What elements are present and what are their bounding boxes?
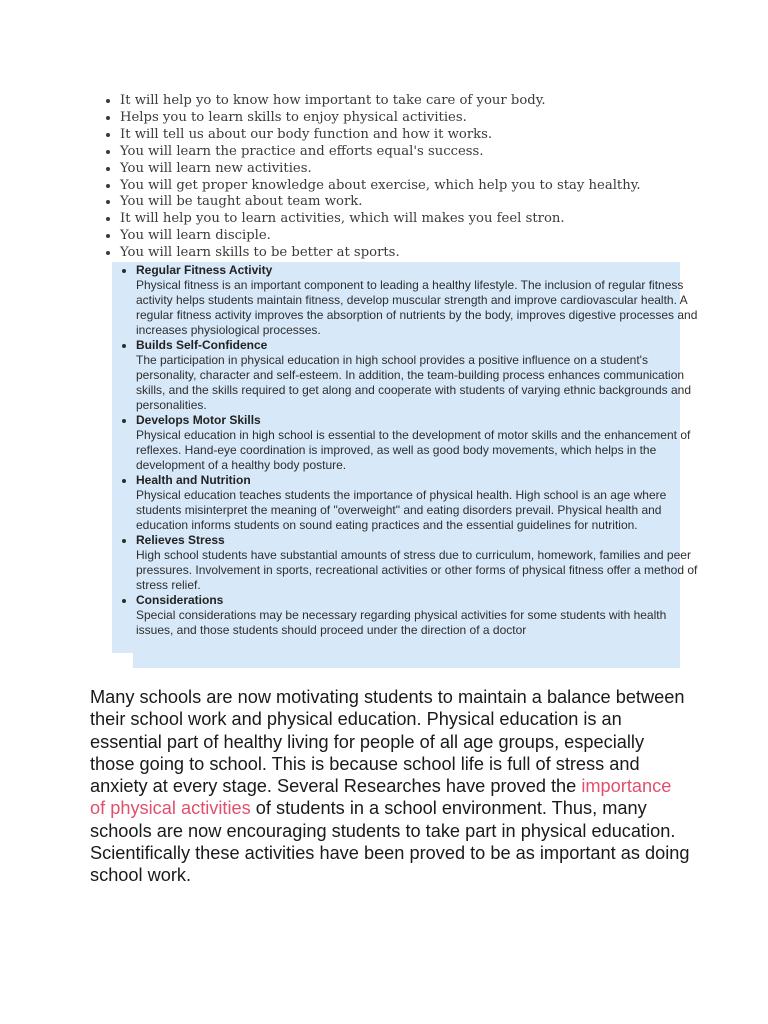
feature-title: • Relieves Stress [136, 533, 225, 547]
feature-description: High school students have substantial amounts of stress due to curriculum, homework, families and peer pressures. Involvement in sports, recreational activities or other forms of physical fitness offer a method of stress relief. [136, 548, 698, 592]
feature-title: • Builds Self-Confidence [136, 338, 268, 352]
list-item: • You will be taught about team work. [120, 194, 740, 211]
feature-title: • Considerations [136, 593, 224, 607]
feature-description: Physical education in high school is essential to the development of motor skills and the enhancement of reflexes. Hand-eye coordination is improved, as well as good body movements, which helps in the development of a healthy body posture. [136, 428, 691, 472]
list-item: • You will learn disciple. [120, 228, 740, 245]
feature-description: The participation in physical education in high school provides a positive influence on a student's personality, character and self-esteem. In addition, the team-building process enhances communication skills, and the skills required to get along and cooperate with students of varying ethnic backgrounds and personalities. [136, 353, 691, 412]
list-item: • It will help yo to know how important to take care of your body. [120, 93, 740, 110]
feature-item [136, 263, 702, 338]
feature-item [136, 533, 702, 593]
feature-description: Special considerations may be necessary regarding physical activities for some students with health issues, and those students should proceed under the direction of a doctor [136, 608, 667, 637]
list-item: • You will get proper knowledge about exercise, which help you to stay healthy. [120, 178, 740, 195]
features-list [113, 263, 702, 638]
feature-description: Physical fitness is an important component to leading a healthy lifestyle. The inclusion of regular fitness activity helps students maintain fitness, develop muscular strength and improve cardiovascular health. A regular fitness activity improves the absorption of nutrients by the body, improves digestive processes and increases physiological processes. [136, 278, 698, 337]
feature-item [136, 338, 702, 413]
feature-title: • Health and Nutrition [136, 473, 251, 487]
feature-item [136, 413, 702, 473]
list-item: • Helps you to learn skills to enjoy physical activities. [120, 110, 740, 127]
list-item: • It will help you to learn activities, which will makes you feel stron. [120, 211, 740, 228]
paragraph-text-start: Many schools are now motivating students to maintain a balance between their school work and physical education. Physical education is an essential part of healthy living for people of all age groups, especially those going to school. This is because school life is full of stress and anxiety at every stage. Several Researches have proved the [90, 687, 685, 797]
list-item: • You will learn skills to be better at sports. [120, 245, 740, 262]
importance-link[interactable]: importance of physical activities [90, 776, 672, 819]
list-item: • You will learn the practice and efforts equal's success. [120, 144, 740, 161]
feature-title: • Regular Fitness Activity [136, 263, 273, 277]
list-item: • It will tell us about our body function and how it works. [120, 127, 740, 144]
feature-item [136, 473, 702, 533]
benefits-list [96, 93, 740, 262]
feature-description: Physical education teaches students the importance of physical health. High school is an age where students misinterpret the meaning of "overweight" and eating disorders prevail. Physical health and education informs students on sound eating practices and the essential guidelines for nutrition. [136, 488, 667, 532]
feature-item [136, 593, 702, 638]
body-paragraph [90, 686, 690, 887]
list-item: • You will learn new activities. [120, 161, 740, 178]
highlight-notch [112, 653, 133, 668]
paragraph-text-end: of students in a school environment. Thus, many schools are now encouraging students to take part in physical education. Scientifically these activities have been proved to be as important as doing school work. [90, 798, 690, 886]
feature-title: • Develops Motor Skills [136, 413, 261, 427]
